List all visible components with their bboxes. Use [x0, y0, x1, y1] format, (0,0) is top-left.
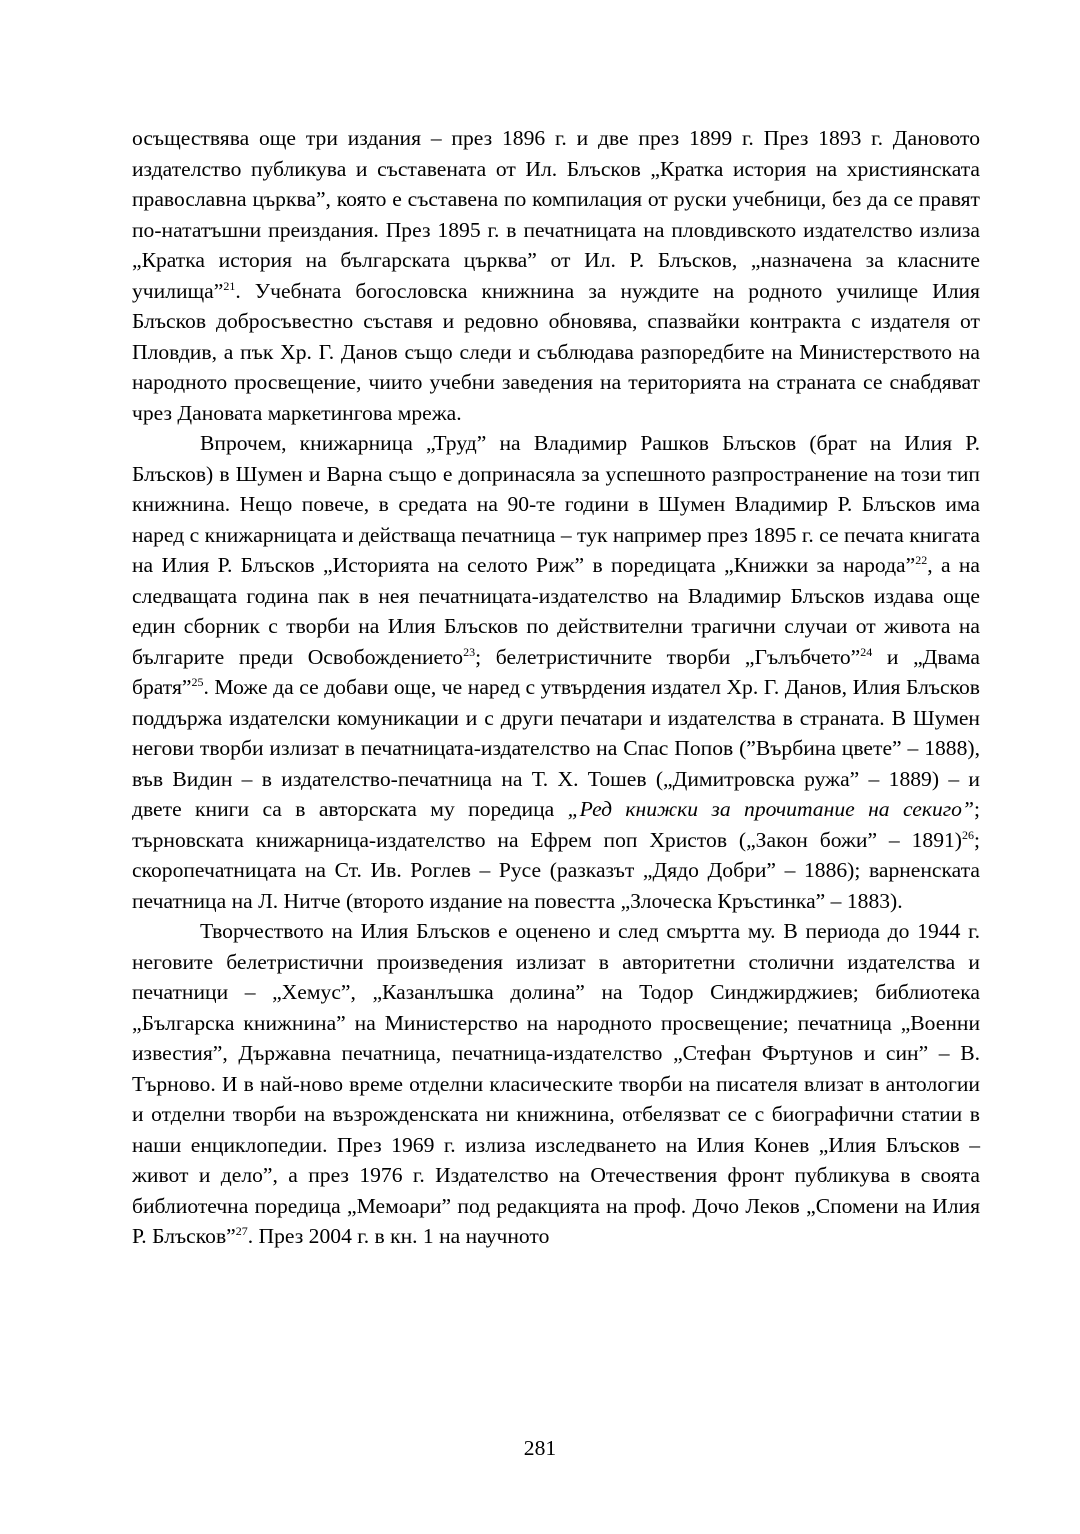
- text-run: . Учебната богословска книжнина за нуждите на родното училище Илия Блъсков добросъвестно съставя и редовно обновява, спазвайки контракта с издателя от Пловдив, а пък Хр. Г. Данов също следи и съблюдава разпоредбите на Министерството на народното просвещение, чиито учебни заведения на територията на страната се снабдяват чрез Дановата маркетингова мрежа.: [132, 278, 980, 425]
- footnote-marker: 25: [191, 674, 204, 689]
- italic-title: „Ред книжки за прочитание на секиго”: [567, 797, 974, 821]
- text-run: ; скоропечатницата на Ст. Ив. Роглев – Русе (разказът „Дядо Добри” – 1886); варненската печатница на Л. Нитче (второто издание на повестта „Злоческа Кръстинка” – 1883).: [132, 827, 980, 913]
- text-run: осъществява още три издания – през 1896 г. и две през 1899 г. През 1893 г. Дановото издателство публикува и съставената от Ил. Блъсков „Кратка история на християнската православна църква”, която е съставена по компилация от руски учебници, без да се правят по-нататъшни преиздания. През 1895 г. в печатницата на пловдивското издателство излиза „Кратка история на българската църква” от Ил. Р. Блъсков, „назначена за класните училища”: [132, 126, 980, 303]
- text-run: , а на следващата година пак в нея печатницата-издателство на Владимир Блъсков издава още един сборник с творби на Илия Блъсков по действителни трагични случаи от живота на българите преди Освобождението: [132, 553, 980, 669]
- paragraph-1: [132, 123, 980, 428]
- paragraph-2: [132, 428, 980, 916]
- footnote-marker: 22: [915, 552, 928, 567]
- text-run: . Може да се добави още, че наред с утвърдения издател Хр. Г. Данов, Илия Блъсков поддържа издателски комуникации и с други печатари и издателства в страната. В Шумен негови творби излизат в печатницата-издателство на Спас Попов (”Върбина цвете” – 1888), във Видин – в издателство-печатница на Т. Х. Тошев („Димитровска ружа” – 1889) – и двете книги са в авторската му поредица: [132, 675, 980, 821]
- page-number: 281: [523, 1436, 557, 1460]
- text-run: и „Двама братя”: [132, 644, 981, 699]
- text-run: ; търновската книжарница-издателство на Ефрем поп Христов („Закон божи” – 1891): [132, 797, 980, 852]
- paragraph-3: [132, 916, 980, 1252]
- footnote-marker: 24: [860, 644, 873, 659]
- body-text: [132, 123, 980, 1252]
- footnote-marker: 23: [463, 644, 476, 659]
- footnote-marker: 26: [962, 827, 974, 842]
- text-run: Творчеството на Илия Блъсков е оценено и след смъртта му. В периода до 1944 г. неговите белетристични произведения излизат в авторитетни столични издателства и печатници – „Хемус”, „Казанлъшка долина” на Тодор Синджирджиев; библиотека „Българска книжнина” на Министерство на народното просвещение; печатница „Военни известия”, Държавна печатница, печатница-издателство „Стефан Фъртунов и син” – В. Търново. И в най-ново време отделни класическите творби на писателя влизат в антологии и отделни творби на възрожденската ни книжнина, отбелязват се с биографични статии в наши енциклопедии. През 1969 г. излиза изследването на Илия Конев „Илия Блъсков – живот и дело”, а през 1976 г. Издателство на Отечествения фронт публикува в своята библиотечна поредица „Мемоари” под редакцията на проф. Дочо Леков „Спомени на Илия Р. Блъсков”: [132, 919, 980, 1248]
- text-run: . През 2004 г. в кн. 1 на научното: [247, 1224, 550, 1248]
- footnote-marker: 27: [235, 1223, 248, 1238]
- footnote-marker: 21: [223, 278, 236, 293]
- text-run: Впрочем, книжарница „Труд” на Владимир Рашков Блъсков (брат на Илия Р. Блъсков) в Шумен и Варна също е допринасяла за успешното разпространение на този тип книжнина. Нещо повече, в средата на 90-те години в Шумен Владимир Р. Блъсков има наред с книжарницата и действаща печатница – тук например през 1895 г. се печата книгата на Илия Р. Блъсков „Историята на селото Риж” в поредицата „Книжки за народа”: [132, 431, 980, 577]
- text-run: ; белетристичните творби „Гълъбчето”: [475, 644, 861, 669]
